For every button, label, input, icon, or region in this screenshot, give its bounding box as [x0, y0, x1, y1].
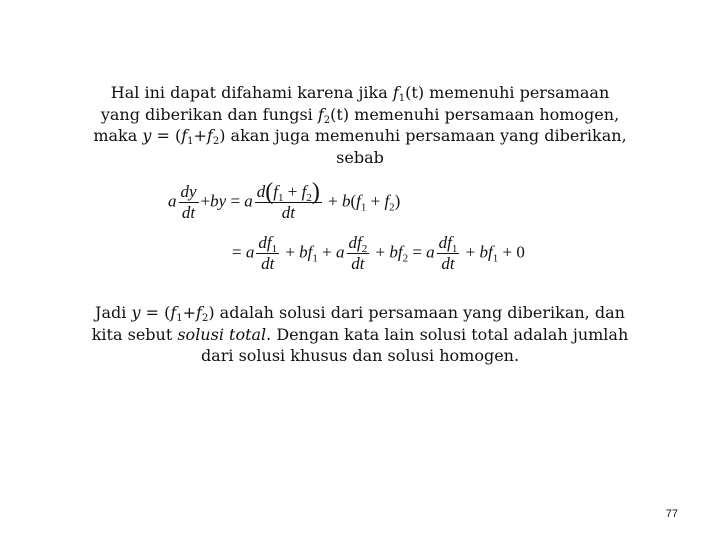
math-var: a [168, 191, 177, 211]
fraction-df2-dt [347, 234, 370, 273]
fraction-denominator: dt [181, 203, 196, 222]
math-var: by [210, 191, 227, 211]
operator: + [283, 182, 302, 201]
subscript: 1 [187, 136, 194, 147]
subscript: 1 [271, 243, 278, 255]
fraction-dy-dt [179, 183, 199, 222]
paragraph-intro [90, 82, 630, 168]
paren: ) [311, 179, 320, 205]
text-span: Hal ini dapat difahami karena jika [110, 83, 393, 102]
subscript: 2 [212, 136, 220, 147]
math-var: f [392, 83, 399, 102]
operator: + [323, 191, 342, 211]
subscript: 1 [451, 243, 458, 255]
text-span: ) [219, 126, 226, 145]
equation-line-1 [168, 179, 401, 222]
operator: + [366, 191, 385, 211]
text-span: = ( [151, 126, 182, 145]
math-var: y [131, 303, 141, 322]
text-span: maka [93, 126, 143, 145]
text-span: akan juga memenuhi persamaan yang diberikan, [225, 126, 627, 145]
text-span: Jadi [95, 303, 132, 322]
subscript: 1 [398, 93, 406, 104]
math-var: a [336, 242, 345, 262]
text-span: memenuhi persamaan [424, 83, 610, 102]
fraction-numerator [347, 234, 370, 254]
subscript: 2 [402, 252, 409, 265]
paren: ( [265, 179, 274, 205]
math-var: f [356, 191, 361, 211]
fraction-numerator [437, 234, 460, 254]
fraction-numerator [255, 179, 322, 205]
text-span: . Dengan kata lain solusi total adalah jumlah [266, 324, 629, 344]
paragraph-conclusion [90, 302, 630, 367]
text-line [90, 324, 630, 346]
subscript: 1 [360, 201, 367, 214]
math-var: f [384, 191, 390, 211]
paren: ( [350, 191, 357, 211]
math-var: d [256, 182, 266, 201]
fraction-denominator: dt [441, 254, 455, 273]
operator: + [461, 242, 480, 262]
paren: ) [394, 191, 401, 211]
math-var: f [317, 104, 324, 124]
subscript: 2 [361, 243, 368, 255]
math-var: b [341, 191, 351, 211]
fraction-df1-dt [256, 234, 279, 273]
fraction-numerator: dy [180, 182, 197, 201]
fraction-numerator [256, 234, 279, 254]
math-var: a [245, 242, 255, 262]
math-var: f [206, 126, 213, 145]
math-var: a [426, 242, 435, 262]
text-span: + [193, 126, 207, 145]
subscript: 2 [201, 313, 209, 324]
operator: = [226, 191, 245, 211]
math-var: bf [299, 242, 313, 262]
text-span: + [182, 303, 197, 322]
subscript: 2 [306, 192, 312, 204]
operator: = [408, 242, 427, 262]
text-line: sebab [336, 147, 384, 167]
math-var: bf [389, 242, 403, 262]
math-var: df [258, 233, 272, 252]
subscript: 1 [492, 252, 499, 265]
text-line: dari solusi khusus dan solusi homogen. [200, 346, 520, 365]
text-line [90, 125, 630, 147]
fraction-denominator: dt [351, 254, 365, 273]
text-line [90, 82, 630, 104]
math-arg: (t) [330, 104, 350, 124]
math-var: y [142, 126, 152, 145]
math-var: df [438, 233, 452, 252]
text-span: ) adalah solusi dari persamaan yang diberikan, dan [208, 303, 625, 322]
subscript: 1 [176, 313, 183, 324]
math-var: f [301, 182, 307, 201]
fraction-denominator: dt [281, 203, 295, 222]
fraction-denominator: dt [261, 254, 275, 273]
math-var: bf [479, 242, 493, 262]
math-var: f [196, 303, 202, 322]
operator: + [498, 242, 517, 262]
text-span: memenuhi persamaan homogen, [349, 104, 620, 124]
subscript: 1 [278, 192, 284, 204]
operator: + [371, 242, 390, 262]
subscript: 2 [323, 114, 331, 126]
math-var: f [273, 182, 279, 201]
operator: + [200, 191, 211, 211]
text-line [90, 104, 630, 126]
text-span: kita sebut [91, 324, 178, 344]
math-var: a [244, 191, 253, 211]
text-line [90, 302, 630, 324]
operator: + [281, 242, 300, 262]
subscript: 1 [312, 252, 318, 265]
operator: = [232, 242, 246, 262]
math-arg: (t) [405, 83, 425, 102]
text-span: = ( [140, 303, 171, 322]
fraction-d-sum-dt [255, 179, 322, 222]
subscript: 2 [389, 201, 395, 214]
math-var: f [181, 126, 188, 145]
equation-line-2 [232, 234, 525, 273]
math-number: 0 [516, 242, 525, 262]
operator: + [317, 242, 336, 262]
math-var: f [170, 303, 177, 322]
math-var: df [348, 233, 362, 252]
emphasis-term: solusi total [177, 324, 267, 344]
page-number: 77 [665, 508, 678, 520]
text-span: yang diberikan dan fungsi [100, 104, 318, 124]
fraction-df1-dt [437, 234, 460, 273]
